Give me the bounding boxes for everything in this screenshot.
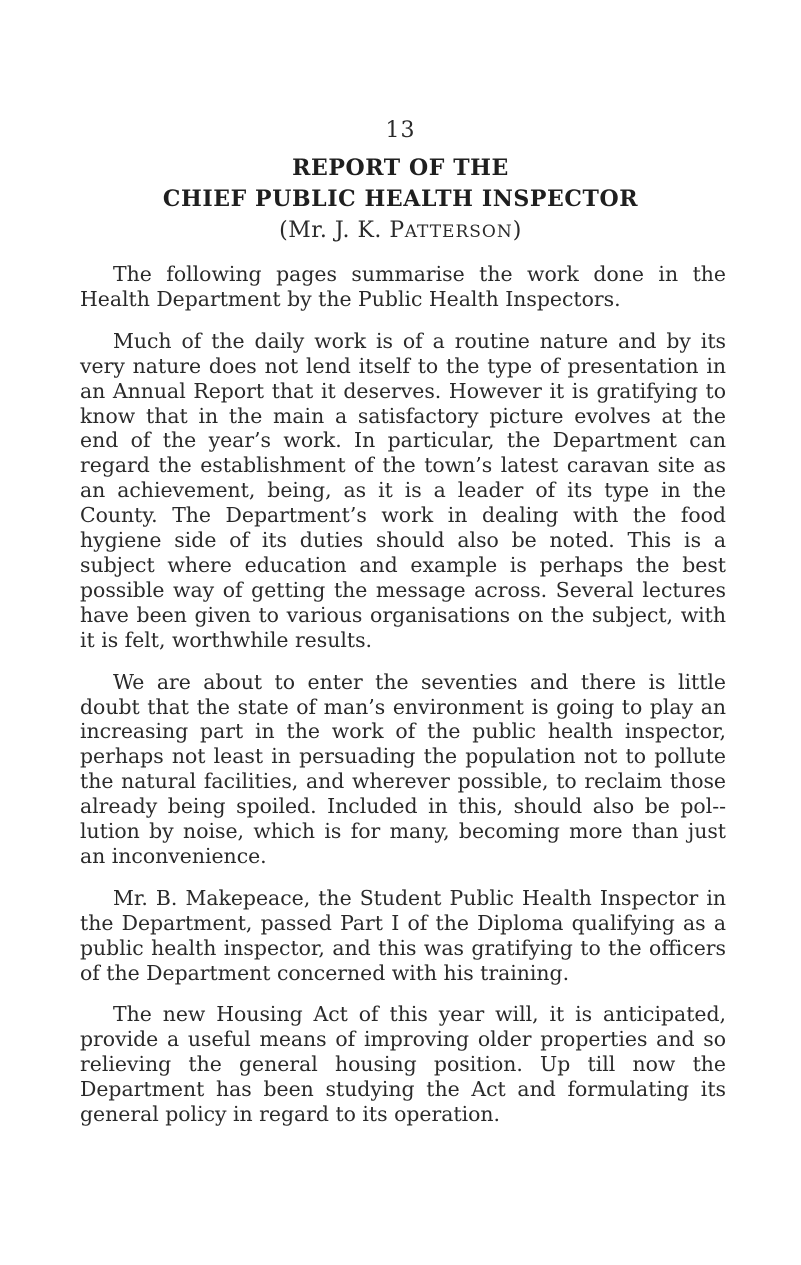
report-body — [80, 262, 726, 1144]
inspector-name-prefix: (Mr. J. K. — [279, 218, 390, 243]
paragraph-daily-work: Much of the daily work is of a routine nature and by its very nature does not lend itself to the type of presentation in an Annual Report that it deserves. However it is gratifying to know that in the main a satisfactory picture evolves at the end of the year’s work. In particular, the Department can regard the establishment of the town’s latest caravan site as an achievement, being, as it is a leader of its type in the County. The Department’s work in dealing with the food hygiene side of its duties should also be noted. This is a subject where education and example is perhaps the best possible way of getting the message across. Several lectures have been given to various organisations on the subject, with it is felt, worthwhile results. — [80, 328, 726, 652]
inspector-name-suffix: ) — [512, 218, 522, 243]
inspector-name — [0, 218, 801, 243]
page-number: 13 — [385, 118, 416, 143]
paragraph-environment: We are about to enter the seventies and there is little doubt that the state of man’s environment is going to play an increasing part in the work of the public health inspector, perhaps not least in persuading the population not to pollute the natural facilities, and wherever possible, to reclaim those already being spoiled. Included in this, should also be pol-lution by noise, which is for many, becoming more than just an inconvenience. — [80, 669, 726, 868]
paragraph-housing-act: The new Housing Act of this year will, it is anticipated, provide a useful means of improving older properties and so relieving the general housing position. Up till now the Department has been studying the Act and formulating its general policy in regard to its operation. — [80, 1002, 726, 1127]
inspector-surname-rest: ATTERSON — [404, 222, 513, 242]
report-title-line-2: CHIEF PUBLIC HEALTH INSPECTOR — [162, 186, 639, 212]
inspector-surname-initial: P — [389, 218, 405, 243]
paragraph-student-inspector: Mr. B. Makepeace, the Student Public Health Inspector in the Department, passed Part I of the Diploma qualifying as a public health inspector, and this was gratifying to the officers of the Department concerned with his training. — [80, 885, 726, 985]
paragraph-summary: The following pages summarise the work done in the Health Department by the Public Health Inspectors. — [80, 262, 726, 311]
report-title-line-1: REPORT OF THE — [292, 155, 509, 181]
